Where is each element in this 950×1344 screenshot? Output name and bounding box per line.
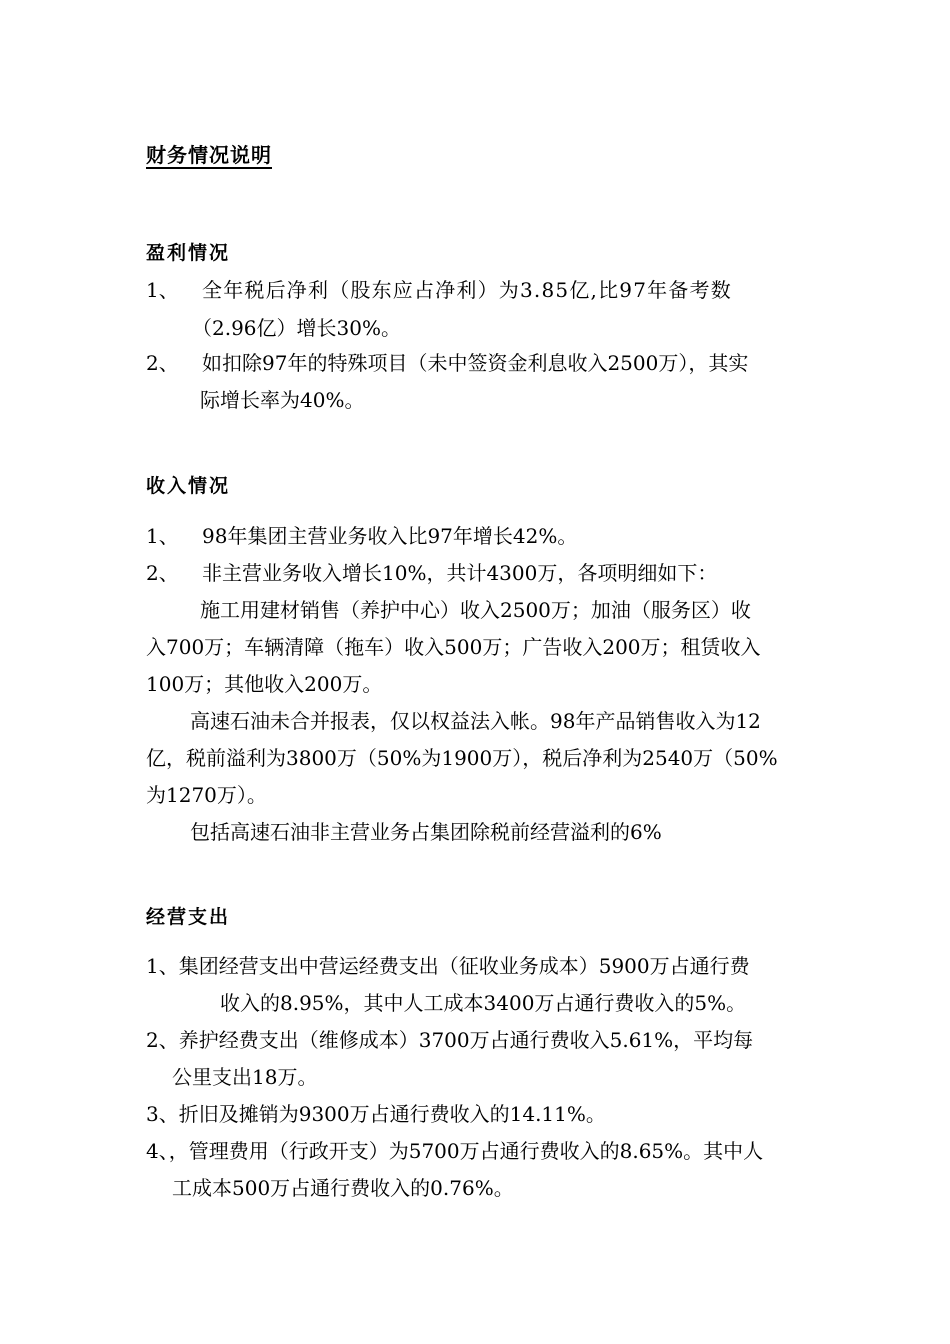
- list-number: 1、: [146, 278, 179, 302]
- income-oil-line1: 高速石油未合并报表，仅以权益法入帐。98年产品销售收入为12: [190, 709, 761, 733]
- income-note: 包括高速石油非主营业务占集团除税前经营溢利的6%: [190, 820, 662, 844]
- income-detail-line1: 施工用建材销售（养护中心）收入2500万；加油（服务区）收: [200, 598, 751, 622]
- profit-item2-line2: 际增长率为40%。: [200, 388, 365, 412]
- section-heading-profit: 盈利情况: [146, 242, 231, 264]
- income-oil-line2: 亿，税前溢利为3800万（50%为1900万），税后净利为2540万（50%: [146, 746, 778, 770]
- income-item2-text: 非主营业务收入增长10%，共计4300万，各项明细如下：: [202, 561, 718, 585]
- profit-item1-line2: （2.96亿）增长30%。: [192, 316, 401, 340]
- income-detail-line2: 入700万；车辆清障（拖车）收入500万；广告收入200万；租赁收入: [146, 635, 761, 659]
- profit-item2-line1: 如扣除97年的特殊项目（未中签资金利息收入2500万），其实: [202, 351, 749, 375]
- expense-item1-line2: 收入的8.95%，其中人工成本3400万占通行费收入的5%。: [220, 991, 747, 1015]
- list-number: 2、: [146, 561, 179, 585]
- list-number: 2、: [146, 351, 179, 375]
- expense-item4-line1: 4、，管理费用（行政开支）为5700万占通行费收入的8.65%。其中人: [146, 1139, 764, 1163]
- expense-item3-line1: 3、折旧及摊销为9300万占通行费收入的14.11%。: [146, 1102, 606, 1126]
- income-item1-text: 98年集团主营业务收入比97年增长42%。: [202, 524, 578, 548]
- income-oil-line3: 为1270万）。: [146, 783, 267, 807]
- expense-item4-line2: 工成本500万占通行费收入的0.76%。: [172, 1176, 514, 1200]
- expense-item2-line1: 2、养护经费支出（维修成本）3700万占通行费收入5.61%，平均每: [146, 1028, 754, 1052]
- list-number: 1、: [146, 524, 179, 548]
- income-detail-line3: 100万；其他收入200万。: [146, 672, 383, 696]
- expense-item2-line2: 公里支出18万。: [172, 1065, 318, 1089]
- document-title: 财务情况说明: [146, 143, 272, 167]
- section-heading-expense: 经营支出: [146, 906, 231, 928]
- profit-item1-line1: 全年税后净利（股东应占净利）为3.85亿,比97年备考数: [202, 278, 732, 302]
- expense-item1-line1: 1、集团经营支出中营运经费支出（征收业务成本）5900万占通行费: [146, 954, 750, 978]
- section-heading-income: 收入情况: [146, 475, 231, 497]
